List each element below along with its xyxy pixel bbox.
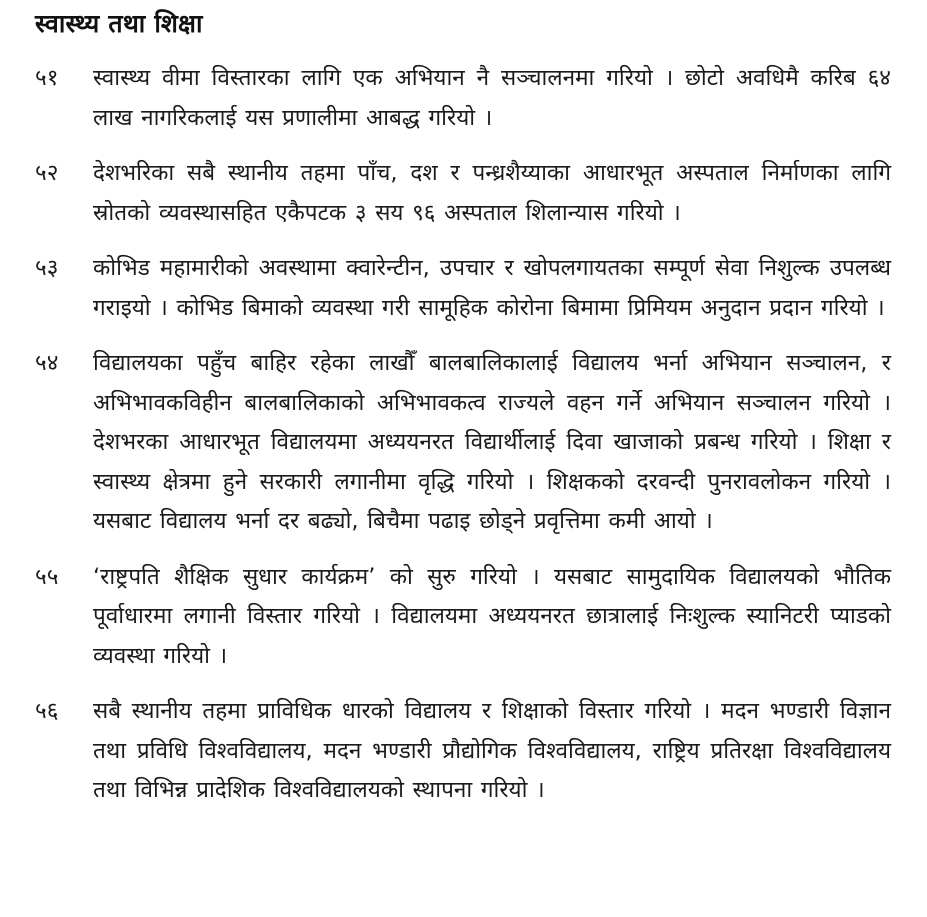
item-number: ५५ xyxy=(35,563,59,590)
item-text: देशभरिका सबै स्थानीय तहमा पाँच, दश र पन्ध्रशैय्याका आधारभूत अस्पताल निर्माणका लागि स्रोतको व्यवस्थासहित एकैपटक ३ सय ९६ अस्पताल शिलान्यास गरियो । xyxy=(93,160,891,226)
list-item xyxy=(35,344,891,542)
list-item xyxy=(35,692,891,811)
item-text: सबै स्थानीय तहमा प्राविधिक धारको विद्यालय र शिक्षाको विस्तार गरियो । मदन भण्डारी विज्ञान तथा प्रविधि विश्वविद्यालय, मदन भण्डारी प्रौद्योगिक विश्वविद्यालय, राष्ट्रिय प्रतिरक्षा विश्वविद्यालय तथा विभिन्न प्रादेशिक विश्वविद्यालयको स्थापना गरियो । xyxy=(93,698,891,803)
item-text: स्वास्थ्य वीमा विस्तारका लागि एक अभियान नै सञ्चालनमा गरियो । छोटो अवधिमै करिब ६४ लाख नागरिकलाई यस प्रणालीमा आबद्ध गरियो । xyxy=(93,65,891,131)
item-number: ५२ xyxy=(35,160,59,186)
list-item xyxy=(35,154,891,233)
item-text: विद्यालयका पहुँच बाहिर रहेका लाखौँ बालबालिकालाई विद्यालय भर्ना अभियान सञ्चालन, र अभिभावकविहीन बालबालिकाको अभिभावकत्व राज्यले वहन गर्ने अभियान सञ्चालन गरियो । देशभरका आधारभूत विद्यालयमा अध्ययनरत विद्यार्थीलाई दिवा खाजाको प्रबन्ध गरियो । शिक्षा र स्वास्थ्य क्षेत्रमा हुने सरकारी लगानीमा वृद्धि गरियो । शिक्षकको दरवन्दी पुनरावलोकन गरियो । यसबाट विद्यालय भर्ना दर बढ्यो, बिचैमा पढाइ छोड्ने प्रवृत्तिमा कमी आयो । xyxy=(93,350,891,534)
list-item xyxy=(35,249,891,328)
list-item xyxy=(35,558,891,677)
item-text: ‘राष्ट्रपति शैक्षिक सुधार कार्यक्रम’ को सुरु गरियो । यसबाट सामुदायिक विद्यालयको भौतिक पूर्वाधारमा लगानी विस्तार गरियो । विद्यालयमा अध्ययनरत छात्रालाई निःशुल्क स्यानिटरी प्याडको व्यवस्था गरियो । xyxy=(93,563,891,669)
item-number: ५१ xyxy=(35,65,59,91)
list-item xyxy=(35,59,891,138)
item-text: कोभिड महामारीको अवस्थामा क्वारेन्टीन, उपचार र खोपलगायतका सम्पूर्ण सेवा निशुल्क उपलब्ध गराइयो । कोभिड बिमाको व्यवस्था गरी सामूहिक कोरोना बिमामा प्रिमियम अनुदान प्रदान गरियो । xyxy=(93,255,891,321)
item-number: ५४ xyxy=(35,350,59,376)
section-heading: स्वास्थ्य तथा शिक्षा xyxy=(35,9,203,38)
item-number: ५३ xyxy=(35,255,59,281)
item-number: ५६ xyxy=(35,698,59,724)
